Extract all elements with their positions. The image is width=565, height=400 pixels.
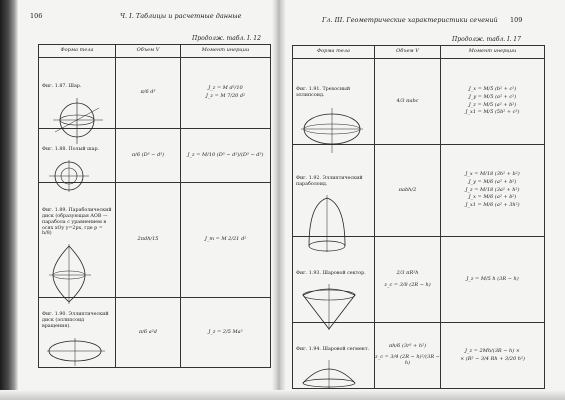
figure-caption: Фиг. 1.92. Эллиптический параболоид. [296,176,363,187]
book-gutter [272,0,286,400]
moment-formula: J_x1 = M/5 (5b² + c²) [465,109,520,116]
col-header-shape: Форма тела [39,45,116,58]
moment-cell [181,183,271,298]
figure-caption: Фиг. 1.87. Шар. [42,84,82,90]
volume-formula: 2/3 πR²h [396,269,419,276]
moment-formula: J_z = M 7/20 d² [205,93,246,99]
moment-cell [441,323,545,389]
moment-cell [181,298,271,368]
moment-formula: J_z = M/18 (3a² + h²) [465,186,520,193]
volume-formula: πh/6 (3r² + h²) [388,343,427,350]
table-row [293,323,545,389]
moment-formula: × (R² − 3/4 Rh + 3/20 h²) [460,355,525,362]
moment-formula: J_x = M/5 (b² + c²) [468,86,517,92]
volume-cell: π/6 a²d [116,298,181,368]
col-header-moment: Момент инерции [181,45,271,58]
volume-cell [375,237,441,323]
left-table-continuation: Продолж. табл. I. 12 [192,35,261,42]
elliptic-disk-figure [45,336,107,368]
figure-caption: Фиг. 1.93. Шаровой сектор. [296,270,366,276]
moment-formula: J_y = M/5 (a² + c²) [468,93,517,100]
book-edge-shadow [0,0,18,400]
moment-formula: J_x = M/18 (3h² + b²) [465,171,520,178]
right-table [292,45,545,389]
moment-cell [181,129,271,183]
volume-cell: 2πdh/15 [116,183,181,298]
moment-formula: J_m = M 2/21 d² [204,236,247,243]
col-header-volume: Объем V [116,45,181,58]
centroid-formula: z_c = 3/4 (2R − h)²/(3R − h) [375,354,440,366]
moment-cell [441,237,545,323]
moment-formula: J_x = M/6 (a² + b²) [468,194,517,201]
table-row [293,59,545,145]
col-header-shape: Форма тела [293,46,375,59]
moment-formula: J_z = M/10 (D⁵ − d⁵)/(D³ − d³) [187,151,264,158]
volume-cell [375,323,441,389]
volume-cell: πabh/2 [375,145,441,237]
moment-formula: J_y = M/6 (a² + b²) [468,178,517,185]
moment-formula: J_z = M d²/10 [208,85,243,92]
table-row [39,58,271,129]
right-table-continuation: Продолж. табл. I. 17 [452,36,521,43]
left-page-number: 106 [30,12,43,20]
volume-cell: 4/3 πabc [375,59,441,145]
centroid-formula: z_c = 3/8 (2R − h) [384,281,431,288]
moment-formula: J_z = M/5 h (3R − h) [466,275,519,282]
figure-caption: Фиг. 1.91. Трехосный эллипсоид. [296,87,351,98]
col-header-moment: Момент инерции [441,46,545,59]
spherical-sector-figure [299,283,359,331]
moment-formula: J_z = 2/5 Ma² [208,328,243,335]
figure-caption: Фиг. 1.90. Эллиптический диск (эллипсоид вращения). [42,312,109,329]
moment-formula: J_z = M/5 (a² + b²) [468,101,517,108]
table-row [39,183,271,298]
table-row [293,145,545,237]
table-header-row [293,46,545,59]
figure-caption: Фиг. 1.88. Полый шар. [42,146,100,152]
col-header-volume: Объем V [375,46,441,59]
sphere-figure [45,96,105,146]
table-row [39,298,271,368]
right-running-head: Гл. III. Геометрические характеристики сечений [322,16,498,24]
hollow-sphere-figure [45,159,95,193]
parabolic-disk-figure [45,243,95,305]
figure-caption: Фиг. 1.94. Шаровой сегмент. [296,346,370,352]
moment-formula: J_x1 = M/6 (a² + 3h²) [465,202,520,209]
spherical-segment-figure [299,359,359,389]
volume-cell: π/6 d³ [116,58,181,129]
right-page-number: 109 [510,16,523,24]
moment-cell [441,145,545,237]
volume-cell: π/6 (D³ − d³) [116,129,181,183]
triaxial-ellipsoid-figure [299,105,365,155]
moment-formula: J_z = 2Mh/(3R − h) × [465,347,520,354]
left-running-head: Ч. I. Таблицы и расчетные данные [120,12,242,20]
left-table [38,44,271,368]
moment-cell [441,59,545,145]
moment-cell [181,58,271,129]
figure-caption: Фиг. 1.89. Параболический диск (образующая AOB — парабола с уравнением в осях xOy y=2px, где p = h/8) [42,208,112,237]
page-bottom-shadow [0,390,565,400]
elliptic-paraboloid-figure [299,194,355,254]
table-header-row [39,45,271,58]
